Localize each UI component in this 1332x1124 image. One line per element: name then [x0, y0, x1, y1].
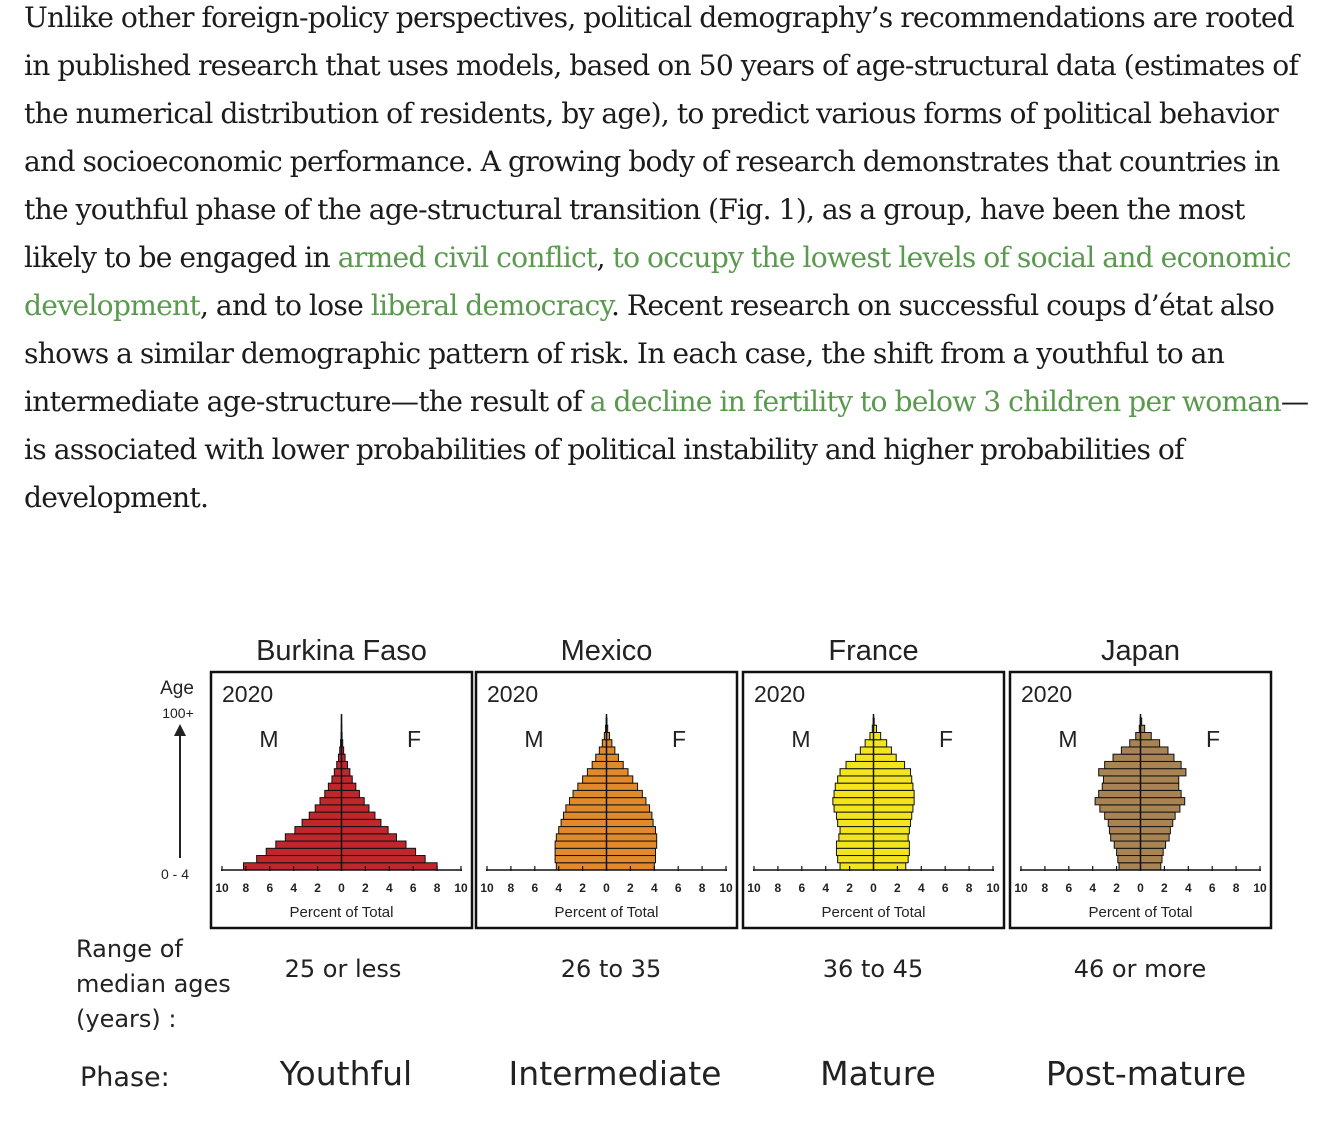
paragraph-text: , — [596, 241, 613, 274]
female-bar-85-89 — [607, 740, 612, 747]
panel-year: 2020 — [754, 681, 806, 707]
female-bar-35-39 — [874, 812, 912, 819]
female-bar-30-34 — [342, 819, 381, 826]
male-bar-35-39 — [563, 812, 606, 819]
x-tick-label: 4 — [290, 881, 298, 895]
panel-year: 2020 — [1021, 681, 1073, 707]
age-axis-bottom-label: 0 - 4 — [160, 866, 190, 882]
age-axis-arrowhead — [174, 724, 186, 736]
x-tick-label: 4 — [1184, 881, 1192, 895]
age-structure-figure — [0, 620, 1332, 1124]
x-axis-title: Percent of Total — [821, 904, 926, 921]
female-bar-75-79 — [1141, 754, 1174, 761]
x-tick-label: 4 — [555, 881, 563, 895]
median-range-label-line: Range of — [76, 935, 183, 963]
x-tick-label: 2 — [894, 881, 901, 895]
x-tick-label: 2 — [627, 881, 634, 895]
female-bar-20-24 — [607, 834, 657, 841]
phase-post-mature: Post-mature — [1045, 1054, 1247, 1093]
male-bar-70-74 — [1105, 761, 1141, 768]
x-tick-label: 2 — [579, 881, 586, 895]
male-bar-85-89 — [865, 740, 873, 747]
female-bar-10-14 — [1141, 848, 1164, 855]
male-bar-55-59 — [328, 783, 341, 790]
female-bar-35-39 — [342, 812, 375, 819]
female-bar-35-39 — [1141, 812, 1176, 819]
x-tick-label: 4 — [650, 881, 658, 895]
female-bar-70-74 — [874, 761, 905, 768]
female-bar-80-84 — [1141, 747, 1168, 754]
panel-year: 2020 — [222, 681, 274, 707]
male-bar-50-54 — [573, 790, 606, 797]
x-tick-label: 2 — [362, 881, 369, 895]
x-tick-label: 8 — [507, 881, 515, 895]
male-bar-35-39 — [309, 812, 341, 819]
paragraph-text: . Recent research on successful coups d’état also shows a similar demographic pattern of risk. In each case, the shift from a youthful to an intermediate age-structure—the result of — [24, 289, 1275, 418]
male-bar-65-69 — [587, 769, 606, 776]
male-bar-0-4 — [1119, 863, 1141, 870]
paragraph-text: —is associated with lower probabilities of political instability and higher probabilities of development. — [24, 385, 1309, 514]
x-tick-label: 6 — [409, 881, 417, 895]
phase-mature: Mature — [820, 1054, 936, 1093]
country-title: Burkina Faso — [256, 635, 427, 667]
female-bar-35-39 — [607, 812, 652, 819]
male-bar-65-69 — [840, 769, 873, 776]
country-title: Mexico — [560, 635, 653, 667]
x-tick-label: 8 — [698, 881, 706, 895]
male-bar-15-19 — [555, 841, 606, 848]
male-bar-40-44 — [566, 805, 607, 812]
male-bar-0-4 — [244, 863, 342, 870]
female-bar-85-89 — [1141, 740, 1160, 747]
female-bar-90-94 — [874, 732, 881, 739]
male-bar-55-59 — [578, 783, 607, 790]
male-bar-50-54 — [1099, 790, 1141, 797]
female-bar-60-64 — [1141, 776, 1179, 783]
x-tick-label: 8 — [1232, 881, 1240, 895]
female-bar-80-84 — [874, 747, 892, 754]
male-bar-45-49 — [320, 798, 342, 805]
female-bar-5-9 — [1141, 856, 1163, 863]
median-range-label — [76, 932, 231, 1037]
female-bar-25-29 — [874, 827, 910, 834]
female-bar-5-9 — [607, 856, 656, 863]
male-bar-20-24 — [839, 834, 874, 841]
female-bar-65-69 — [342, 769, 350, 776]
male-bar-40-44 — [834, 805, 873, 812]
x-tick-label: 8 — [965, 881, 973, 895]
female-bar-70-74 — [1141, 761, 1182, 768]
female-bar-55-59 — [342, 783, 356, 790]
phase-intermediate: Intermediate — [508, 1054, 722, 1093]
male-bar-30-34 — [561, 819, 606, 826]
x-tick-label: 10 — [215, 881, 229, 895]
female-bar-20-24 — [342, 834, 397, 841]
male-bar-35-39 — [1105, 812, 1141, 819]
male-bar-25-29 — [1109, 827, 1140, 834]
x-tick-label: 6 — [798, 881, 806, 895]
x-tick-label: 8 — [242, 881, 250, 895]
male-bar-75-79 — [856, 754, 874, 761]
male-bar-10-14 — [1117, 848, 1141, 855]
male-bar-10-14 — [555, 848, 606, 855]
male-bar-0-4 — [840, 863, 873, 870]
male-label: M — [259, 726, 279, 752]
male-bar-20-24 — [1111, 834, 1141, 841]
male-bar-80-84 — [1121, 747, 1140, 754]
male-bar-10-14 — [266, 848, 341, 855]
female-bar-75-79 — [874, 754, 897, 761]
female-bar-30-34 — [1141, 819, 1173, 826]
x-tick-label: 2 — [1161, 881, 1168, 895]
female-bar-40-44 — [1141, 805, 1180, 812]
male-label: M — [524, 726, 544, 752]
age-axis-top-label: 100+ — [162, 705, 194, 721]
male-bar-40-44 — [315, 805, 341, 812]
female-bar-50-54 — [1141, 790, 1182, 797]
female-bar-45-49 — [342, 798, 365, 805]
female-bar-70-74 — [607, 761, 624, 768]
median-age-youthful: 25 or less — [284, 955, 402, 983]
pyramid-panel-france — [743, 635, 1004, 928]
female-bar-10-14 — [607, 848, 656, 855]
female-bar-45-49 — [1141, 798, 1185, 805]
female-bar-5-9 — [342, 856, 426, 863]
male-bar-25-29 — [559, 827, 607, 834]
x-tick-label: 6 — [674, 881, 682, 895]
male-bar-5-9 — [555, 856, 606, 863]
male-bar-65-69 — [1099, 769, 1141, 776]
female-label: F — [406, 726, 422, 752]
country-title: Japan — [1100, 635, 1181, 667]
male-bar-45-49 — [1095, 798, 1140, 805]
x-tick-label: 0 — [338, 881, 345, 895]
female-bar-0-4 — [1141, 863, 1161, 870]
female-bar-40-44 — [874, 805, 913, 812]
population-pyramids-chart — [0, 620, 1332, 940]
female-bar-75-79 — [607, 754, 619, 761]
x-tick-label: 10 — [1014, 881, 1028, 895]
x-axis-title: Percent of Total — [289, 904, 394, 921]
female-bar-45-49 — [874, 798, 915, 805]
male-bar-60-64 — [838, 776, 874, 783]
male-bar-30-34 — [1108, 819, 1140, 826]
male-bar-0-4 — [556, 863, 606, 870]
age-axis-label: Age — [160, 678, 194, 699]
male-bar-80-84 — [599, 747, 606, 754]
median-range-label-line: (years) : — [76, 1005, 177, 1033]
female-bar-85-89 — [874, 740, 887, 747]
median-range-label-line: median ages — [76, 970, 231, 998]
male-bar-25-29 — [295, 827, 342, 834]
x-axis-title: Percent of Total — [1088, 904, 1193, 921]
female-bar-55-59 — [607, 783, 638, 790]
x-tick-label: 6 — [266, 881, 274, 895]
x-tick-label: 10 — [747, 881, 761, 895]
article-paragraph — [24, 0, 1314, 522]
female-bar-15-19 — [342, 841, 407, 848]
male-bar-25-29 — [840, 827, 873, 834]
male-label: M — [791, 726, 811, 752]
male-bar-15-19 — [836, 841, 873, 848]
x-tick-label: 10 — [480, 881, 494, 895]
male-bar-20-24 — [285, 834, 341, 841]
female-bar-20-24 — [874, 834, 909, 841]
x-tick-label: 8 — [1041, 881, 1049, 895]
male-bar-20-24 — [556, 834, 606, 841]
female-bar-25-29 — [342, 827, 389, 834]
male-bar-55-59 — [835, 783, 873, 790]
male-bar-5-9 — [1118, 856, 1141, 863]
median-age-post-mature: 46 or more — [1073, 955, 1207, 983]
female-bar-60-64 — [342, 776, 353, 783]
link-lowest-levels-development[interactable]: to occupy the lowest levels of social and economic development — [24, 241, 1291, 322]
x-tick-label: 8 — [433, 881, 441, 895]
link-armed-civil-conflict[interactable]: armed civil conflict — [337, 241, 597, 274]
male-bar-45-49 — [833, 798, 874, 805]
male-label: M — [1058, 726, 1078, 752]
female-bar-40-44 — [607, 805, 650, 812]
x-tick-label: 2 — [846, 881, 853, 895]
x-tick-label: 4 — [917, 881, 925, 895]
male-bar-15-19 — [276, 841, 342, 848]
male-bar-30-34 — [838, 819, 874, 826]
female-bar-55-59 — [874, 783, 913, 790]
female-label: F — [1205, 726, 1221, 752]
female-bar-45-49 — [607, 798, 646, 805]
female-bar-15-19 — [607, 841, 657, 848]
male-bar-5-9 — [838, 856, 874, 863]
female-bar-65-69 — [607, 769, 629, 776]
male-bar-40-44 — [1100, 805, 1141, 812]
x-tick-label: 8 — [774, 881, 782, 895]
male-bar-65-69 — [334, 769, 341, 776]
paragraph-text: Unlike other foreign-policy perspectives, political demography’s recommendations are rooted in published research that uses models, based on 50 years of age-structural data (estimates of the numerical distribution of residents, by age), to predict various forms of political behavior and socioeconomic performance. A growing body of research demonstrates that countries in the youthful phase of the age-structural transition (Fig. 1), as a group, have been the most likely to be engaged in — [24, 1, 1299, 274]
male-bar-70-74 — [846, 761, 873, 768]
link-liberal-democracy[interactable]: liberal democracy — [370, 289, 611, 322]
male-bar-45-49 — [569, 798, 606, 805]
male-bar-80-84 — [860, 747, 873, 754]
female-bar-30-34 — [874, 819, 911, 826]
male-bar-10-14 — [836, 848, 873, 855]
pyramid-panel-japan — [1010, 635, 1271, 928]
x-tick-label: 0 — [870, 881, 877, 895]
male-bar-75-79 — [1113, 754, 1140, 761]
female-label: F — [671, 726, 687, 752]
female-bar-60-64 — [607, 776, 633, 783]
male-bar-60-64 — [1103, 776, 1140, 783]
x-tick-label: 0 — [603, 881, 610, 895]
median-age-mature: 36 to 45 — [822, 955, 924, 983]
female-bar-30-34 — [607, 819, 654, 826]
male-bar-70-74 — [592, 761, 606, 768]
x-tick-label: 10 — [986, 881, 1000, 895]
female-bar-25-29 — [607, 827, 656, 834]
female-bar-90-94 — [1141, 732, 1152, 739]
x-tick-label: 0 — [1137, 881, 1144, 895]
x-tick-label: 10 — [454, 881, 468, 895]
pyramid-panel-burkina-faso — [211, 635, 472, 928]
male-bar-30-34 — [302, 819, 341, 826]
male-bar-50-54 — [325, 790, 342, 797]
female-bar-55-59 — [1141, 783, 1179, 790]
female-bar-15-19 — [1141, 841, 1166, 848]
phase-label: Phase: — [80, 1062, 170, 1093]
female-bar-50-54 — [342, 790, 360, 797]
female-bar-50-54 — [874, 790, 915, 797]
pyramid-panel-mexico — [476, 635, 737, 928]
x-tick-label: 10 — [1253, 881, 1267, 895]
male-bar-60-64 — [332, 776, 342, 783]
phase-youthful: Youthful — [279, 1054, 413, 1093]
male-bar-5-9 — [257, 856, 342, 863]
female-bar-0-4 — [874, 863, 906, 870]
median-age-intermediate: 26 to 35 — [560, 955, 662, 983]
x-tick-label: 6 — [531, 881, 539, 895]
x-tick-label: 4 — [385, 881, 393, 895]
female-bar-15-19 — [874, 841, 910, 848]
female-bar-40-44 — [342, 805, 369, 812]
female-bar-70-74 — [342, 761, 348, 768]
female-bar-60-64 — [874, 776, 912, 783]
male-bar-60-64 — [583, 776, 607, 783]
x-tick-label: 4 — [1089, 881, 1097, 895]
male-bar-35-39 — [836, 812, 873, 819]
female-bar-5-9 — [874, 856, 909, 863]
female-bar-10-14 — [874, 848, 910, 855]
male-bar-50-54 — [834, 790, 873, 797]
panel-year: 2020 — [487, 681, 539, 707]
x-tick-label: 10 — [719, 881, 733, 895]
x-tick-label: 6 — [941, 881, 949, 895]
female-bar-80-84 — [607, 747, 615, 754]
male-bar-55-59 — [1102, 783, 1140, 790]
x-tick-label: 6 — [1065, 881, 1073, 895]
x-tick-label: 2 — [314, 881, 321, 895]
female-bar-10-14 — [342, 848, 416, 855]
male-bar-15-19 — [1114, 841, 1140, 848]
x-tick-label: 4 — [822, 881, 830, 895]
male-bar-75-79 — [596, 754, 607, 761]
x-tick-label: 2 — [1113, 881, 1120, 895]
x-axis-title: Percent of Total — [554, 904, 659, 921]
male-bar-85-89 — [1130, 740, 1141, 747]
x-tick-label: 6 — [1208, 881, 1216, 895]
country-title: France — [828, 635, 919, 667]
female-bar-65-69 — [874, 769, 911, 776]
female-bar-65-69 — [1141, 769, 1186, 776]
female-bar-50-54 — [607, 790, 643, 797]
female-bar-25-29 — [1141, 827, 1171, 834]
paragraph-text: , and to lose — [200, 289, 371, 322]
female-label: F — [938, 726, 954, 752]
female-bar-20-24 — [1141, 834, 1170, 841]
link-fertility-decline[interactable]: a decline in fertility to below 3 children per woman — [589, 385, 1281, 418]
